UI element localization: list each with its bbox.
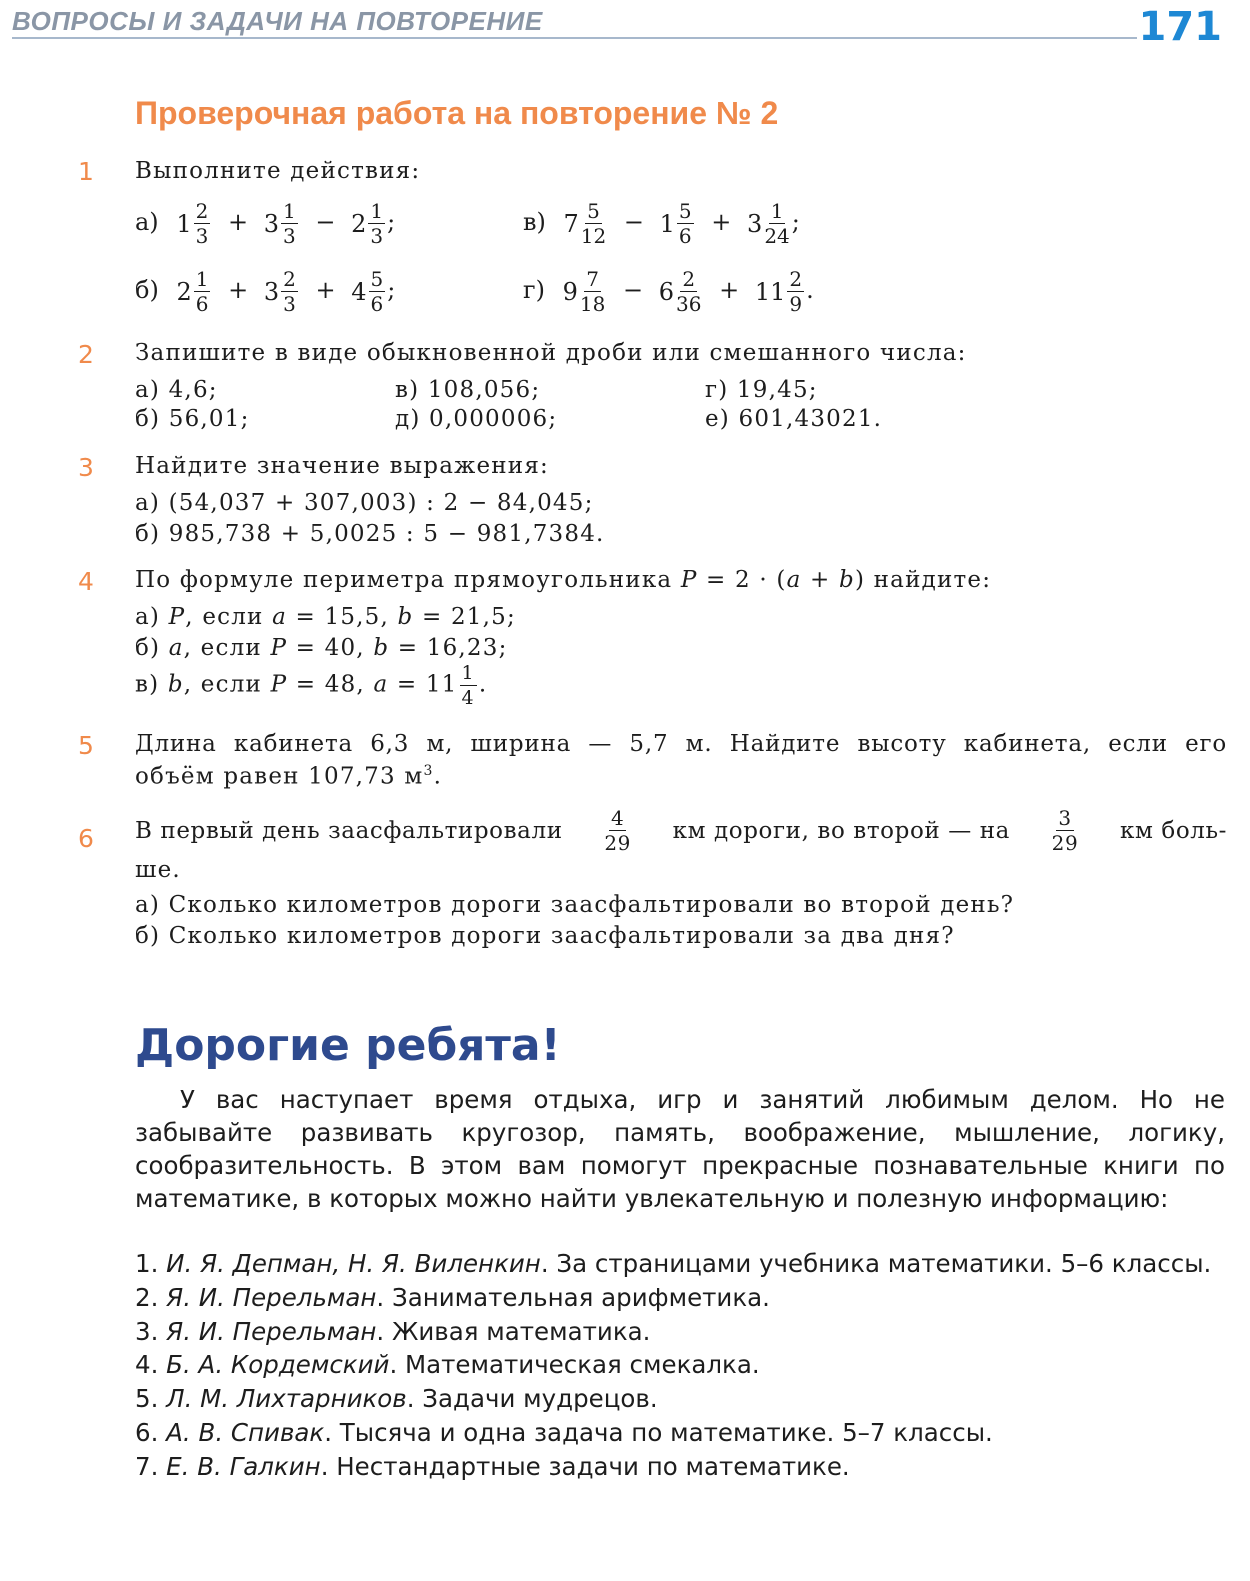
page-number: 171 bbox=[1138, 4, 1222, 50]
book-list bbox=[135, 1247, 1230, 1484]
task-2-item: д) 0,000006; bbox=[395, 406, 558, 432]
section-title: Дорогие ребята! bbox=[135, 1020, 561, 1071]
task-4-b: б) a, если P = 40, b = 16,23; bbox=[135, 635, 508, 661]
task-2-prompt: Запишите в виде обыкновенной дроби или смешанного числа: bbox=[135, 340, 967, 366]
task-number-3: 3 bbox=[78, 453, 94, 482]
item-label: в) bbox=[523, 208, 546, 236]
task-1-v: в) 7 $\frac{5}{12}$ − 1 $\frac{5}{6}$ + 3 $\frac{1}{24}$ ; bbox=[523, 199, 800, 248]
task-1-a: а) 1 $\frac{2}{3}$ + 3 $\frac{1}{3}$ − 2 $\frac{1}{3}$ ; bbox=[135, 199, 396, 248]
task-1-g: г) 9 $\frac{7}{18}$ − 6 $\frac{2}{36}$ + 11 $\frac{2}{9}$ . bbox=[523, 267, 814, 316]
task-1-prompt: Выполните действия: bbox=[135, 158, 421, 184]
list-item: 7. Е. В. Галкин. Нестандартные задачи по математике. bbox=[135, 1451, 850, 1481]
task-5-line2: объём равен 107,73 $м^3$. bbox=[135, 763, 443, 790]
task-2-item: в) 108,056; bbox=[395, 377, 541, 403]
task-number-5: 5 bbox=[78, 731, 94, 760]
task-2-item: а) 4,6; bbox=[135, 377, 218, 403]
task-4-prompt: По формуле периметра прямоугольника P = 2 · (a + b) найдите: bbox=[135, 567, 992, 593]
list-item: 2. Я. И. Перельман. Занимательная арифметика. bbox=[135, 1282, 770, 1312]
test-title: Проверочная работа на повторение № 2 bbox=[135, 95, 779, 131]
task-6-a: а) Сколько километров дороги заасфальтировали во второй день? bbox=[135, 892, 1015, 918]
list-item: 1. И. Я. Депман, Н. Я. Виленкин. За страницами учебника математики. 5–6 классы. bbox=[135, 1249, 1212, 1278]
item-label: а) bbox=[135, 208, 159, 236]
list-item: 6. А. В. Спивак. Тысяча и одна задача по математике. 5–7 классы. bbox=[135, 1417, 993, 1447]
task-4-v: в) b, если P = 48, a = 11 $\frac{1}{4}$ . bbox=[135, 662, 488, 709]
task-3-b: б) 985,738 + 5,0025 : 5 − 981,7384. bbox=[135, 521, 605, 547]
task-6-line2: ше. bbox=[135, 857, 181, 883]
item-label: б) bbox=[135, 276, 159, 304]
task-1-b: б) 2 $\frac{1}{6}$ + 3 $\frac{2}{3}$ + 4 $\frac{5}{6}$ ; bbox=[135, 267, 396, 316]
task-6-line1: В первый день заасфальтировали $\frac{4}{29}$ км дороги, во второй — на $\frac{3}{29}$ км боль- bbox=[135, 806, 1227, 855]
task-number-2: 2 bbox=[78, 340, 94, 369]
task-number-4: 4 bbox=[78, 567, 94, 596]
task-3-prompt: Найдите значение выражения: bbox=[135, 453, 549, 479]
list-item: 5. Л. М. Лихтарников. Задачи мудрецов. bbox=[135, 1384, 658, 1414]
task-2-item: е) 601,43021. bbox=[705, 406, 883, 432]
task-4-a: а) P, если a = 15,5, b = 21,5; bbox=[135, 604, 516, 630]
list-item: 4. Б. А. Кордемский. Математическая смекалка. bbox=[135, 1350, 760, 1380]
task-2-item: г) 19,45; bbox=[705, 377, 818, 403]
section-header: ВОПРОСЫ И ЗАДАЧИ НА ПОВТОРЕНИЕ bbox=[12, 6, 543, 36]
header-divider bbox=[12, 37, 1137, 39]
item-label: г) bbox=[523, 276, 545, 304]
list-item: 3. Я. И. Перельман. Живая математика. bbox=[135, 1316, 651, 1346]
task-number-1: 1 bbox=[78, 157, 94, 186]
intro-paragraph: У вас наступает время отдыха, игр и занятий любимым делом. Но не забывайте развивать кругозор, память, воображение, мышление, логику, сообразительность. В этом вам помогут прекрасные познавательные книги по математике, в которых можно найти увлекательную и полезную информацию: bbox=[135, 1085, 1225, 1213]
task-number-6: 6 bbox=[78, 824, 94, 853]
task-2-item: б) 56,01; bbox=[135, 406, 250, 432]
task-3-a: а) (54,037 + 307,003) : 2 − 84,045; bbox=[135, 490, 594, 516]
task-5-line1: Длина кабинета 6,3 м, ширина — 5,7 м. Найдите высоту кабинета, если его bbox=[135, 731, 1227, 757]
task-6-b: б) Сколько километров дороги заасфальтировали за два дня? bbox=[135, 923, 955, 949]
